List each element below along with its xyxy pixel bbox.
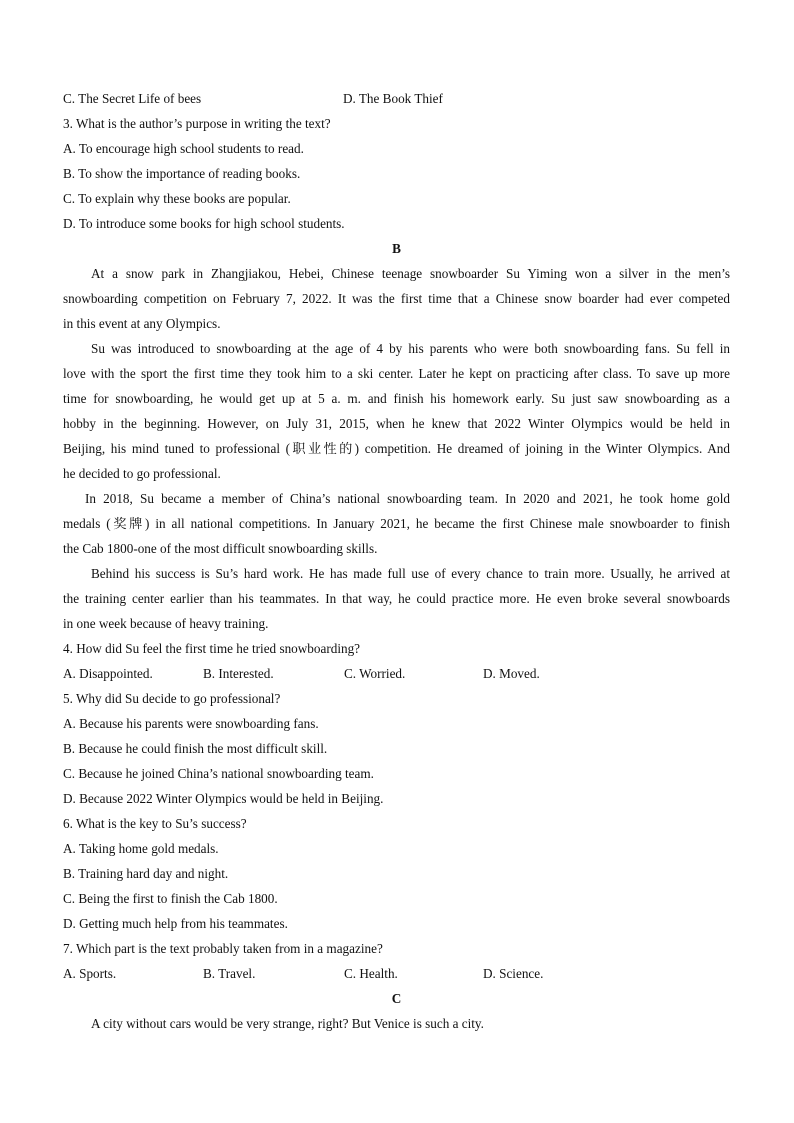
q4-option-d: D. Moved. (483, 666, 540, 681)
q2-options-row (63, 86, 730, 111)
q7-option-d: D. Science. (483, 966, 544, 981)
q3-option-d: D. To introduce some books for high school students. (63, 216, 345, 231)
paragraph-line: the Cab 1800-one of the most difficult snowboarding skills. (63, 541, 378, 556)
q3-option-b: B. To show the importance of reading books. (63, 166, 301, 181)
q5-option-c: C. Because he joined China’s national snowboarding team. (63, 766, 374, 781)
question-3: 3. What is the author’s purpose in writing the text? (63, 116, 331, 131)
q5-option-d: D. Because 2022 Winter Olympics would be held in Beijing. (63, 791, 384, 806)
paragraph-line: In 2018, Su became a member of China’s national snowboarding team. In 2020 and 2021, he took home gold (85, 491, 730, 506)
q3-option-c: C. To explain why these books are popular. (63, 191, 291, 206)
q7-option-b: B. Travel. (203, 966, 256, 981)
section-b-paragraph-3 (63, 486, 730, 561)
exam-page (63, 86, 730, 1036)
paragraph-line: hobby in the beginning. However, on July 31, 2015, when he knew that 2022 Winter Olympics would be held in (63, 416, 730, 431)
paragraph-line: Beijing, his mind tuned to professional (职业性的) competition. He dreamed of joining in the Winter Olympics. And (63, 441, 730, 456)
q6-option-c: C. Being the first to finish the Cab 1800. (63, 891, 278, 906)
q3-option-a: A. To encourage high school students to read. (63, 141, 304, 156)
option-d: D. The Book Thief (343, 91, 443, 106)
paragraph-line: in this event at any Olympics. (63, 316, 221, 331)
question-5: 5. Why did Su decide to go professional? (63, 691, 281, 706)
paragraph-line: he decided to go professional. (63, 466, 221, 481)
question-6: 6. What is the key to Su’s success? (63, 816, 247, 831)
paragraph-line: in one week because of heavy training. (63, 616, 269, 631)
section-c-heading: C (391, 991, 402, 1006)
paragraph-line: At a snow park in Zhangjiakou, Hebei, Chinese teenage snowboarder Su Yiming won a silver in the men’s (91, 266, 730, 281)
q7-option-c: C. Health. (344, 966, 398, 981)
option-c: C. The Secret Life of bees (63, 91, 202, 106)
q6-option-a: A. Taking home gold medals. (63, 841, 219, 856)
q5-option-a: A. Because his parents were snowboarding fans. (63, 716, 319, 731)
paragraph-line: Behind his success is Su’s hard work. He has made full use of every chance to train more. Usually, he arrived at (91, 566, 730, 581)
section-c-paragraph-1: A city without cars would be very strange, right? But Venice is such a city. (91, 1016, 484, 1031)
question-7: 7. Which part is the text probably taken from in a magazine? (63, 941, 383, 956)
q4-option-c: C. Worried. (344, 666, 406, 681)
paragraph-line: medals (奖牌) in all national competitions. In January 2021, he became the first Chinese male snowboarder to finish (63, 516, 730, 531)
q4-option-b: B. Interested. (203, 666, 274, 681)
section-b-heading: B (392, 241, 401, 256)
section-b-paragraph-4 (63, 561, 730, 636)
paragraph-line: time for snowboarding, he would get up at 5 a. m. and finish his homework early. Su just saw snowboarding as a (63, 391, 730, 406)
q6-option-d: D. Getting much help from his teammates. (63, 916, 288, 931)
q6-option-b: B. Training hard day and night. (63, 866, 229, 881)
q7-option-a: A. Sports. (63, 966, 117, 981)
q4-option-a: A. Disappointed. (63, 666, 153, 681)
paragraph-line: the training center earlier than his teammates. In that way, he could practice more. He even broke several snowboards (63, 591, 730, 606)
section-b-paragraph-2 (63, 336, 730, 486)
q7-options-row (63, 961, 730, 986)
section-b-paragraph-1 (63, 261, 730, 336)
question-4: 4. How did Su feel the first time he tried snowboarding? (63, 641, 361, 656)
q5-option-b: B. Because he could finish the most difficult skill. (63, 741, 328, 756)
paragraph-line: snowboarding competition on February 7, 2022. It was the first time that a Chinese snow boarder had ever competed (63, 291, 730, 306)
paragraph-line: love with the sport the first time they took him to a ski center. Later he kept on practicing after class. To save up more (63, 366, 730, 381)
q4-options-row (63, 661, 730, 686)
paragraph-line: Su was introduced to snowboarding at the age of 4 by his parents who were both snowboarding fans. Su fell in (91, 341, 730, 356)
